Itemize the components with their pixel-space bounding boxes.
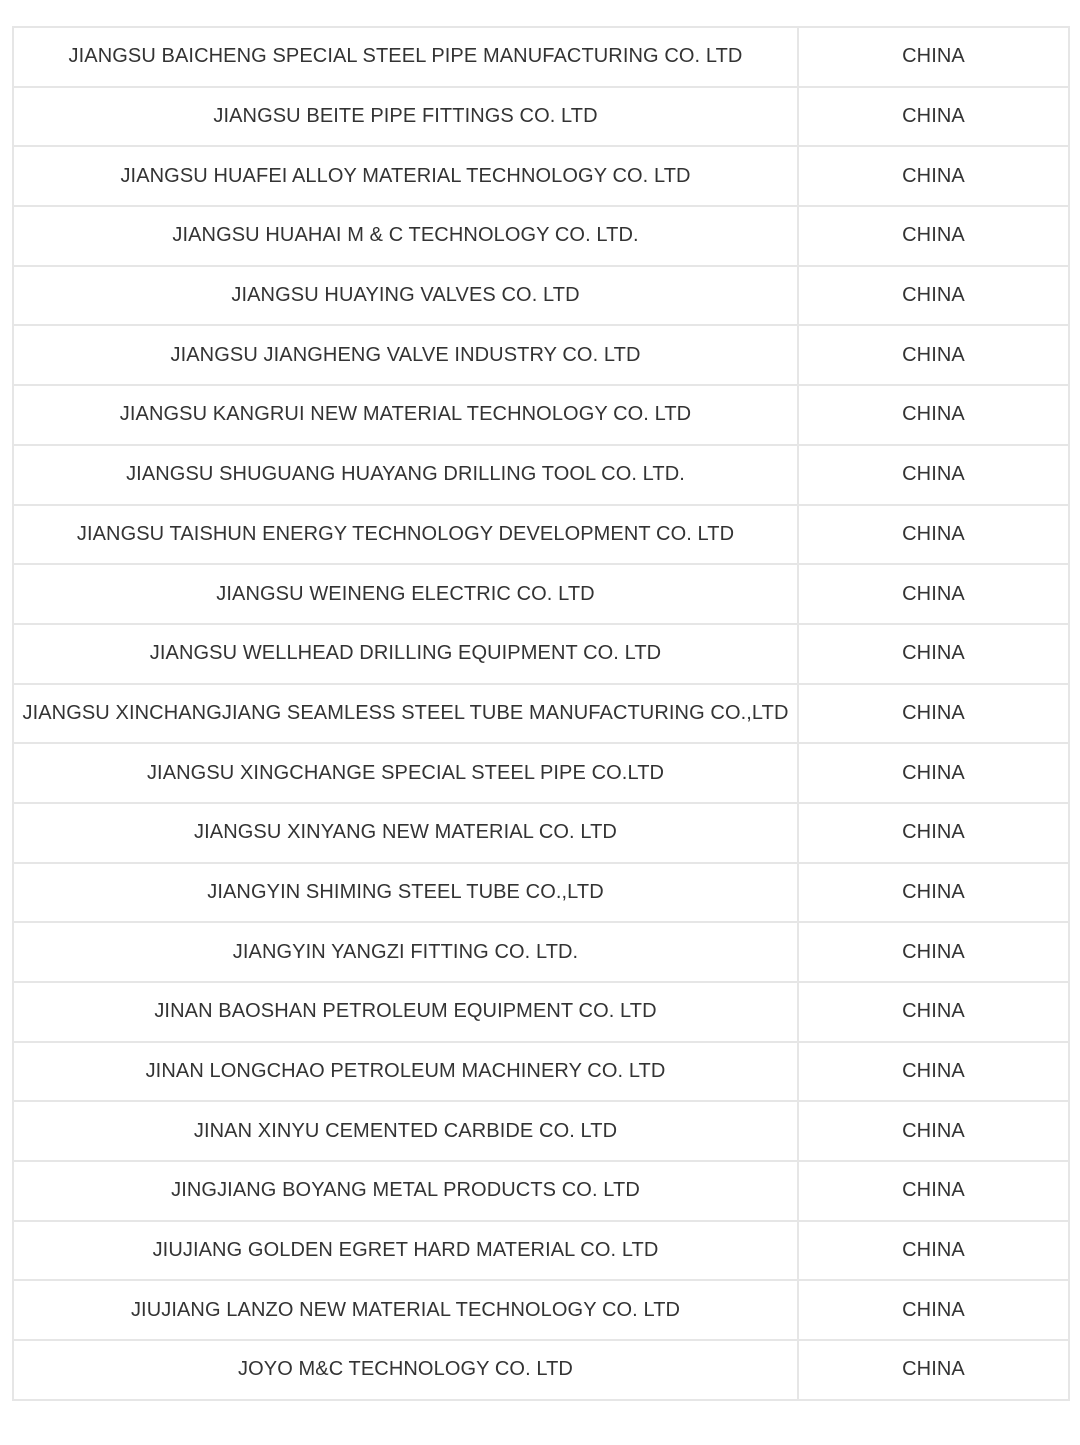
company-name-cell: JINAN XINYU CEMENTED CARBIDE CO. LTD: [13, 1101, 798, 1161]
table-row: [13, 922, 1069, 982]
country-cell: CHINA: [798, 863, 1069, 923]
country-cell: CHINA: [798, 803, 1069, 863]
table-row: [13, 1340, 1069, 1400]
country-cell: CHINA: [798, 325, 1069, 385]
table-row: [13, 325, 1069, 385]
table-row: [13, 445, 1069, 505]
company-name-cell: JOYO M&C TECHNOLOGY CO. LTD: [13, 1340, 798, 1400]
country-cell: CHINA: [798, 505, 1069, 565]
country-cell: CHINA: [798, 624, 1069, 684]
company-name-cell: JIANGSU SHUGUANG HUAYANG DRILLING TOOL CO. LTD.: [13, 445, 798, 505]
company-name-cell: JIANGSU HUAFEI ALLOY MATERIAL TECHNOLOGY CO. LTD: [13, 146, 798, 206]
company-name-cell: JIANGSU WELLHEAD DRILLING EQUIPMENT CO. LTD: [13, 624, 798, 684]
company-name-cell: JINAN BAOSHAN PETROLEUM EQUIPMENT CO. LTD: [13, 982, 798, 1042]
table-row: [13, 564, 1069, 624]
country-cell: CHINA: [798, 1221, 1069, 1281]
country-cell: CHINA: [798, 982, 1069, 1042]
company-name-cell: JIUJIANG GOLDEN EGRET HARD MATERIAL CO. LTD: [13, 1221, 798, 1281]
table-row: [13, 146, 1069, 206]
table-row: [13, 385, 1069, 445]
country-cell: CHINA: [798, 922, 1069, 982]
country-cell: CHINA: [798, 87, 1069, 147]
company-country-table: [12, 26, 1070, 1401]
company-name-cell: JIANGYIN YANGZI FITTING CO. LTD.: [13, 922, 798, 982]
table-row: [13, 505, 1069, 565]
table-body: [13, 27, 1069, 1400]
table-row: [13, 206, 1069, 266]
table-row: [13, 982, 1069, 1042]
table-row: [13, 1221, 1069, 1281]
country-cell: CHINA: [798, 27, 1069, 87]
country-cell: CHINA: [798, 564, 1069, 624]
company-name-cell: JIANGSU XINYANG NEW MATERIAL CO. LTD: [13, 803, 798, 863]
company-name-cell: JINAN LONGCHAO PETROLEUM MACHINERY CO. LTD: [13, 1042, 798, 1102]
company-name-cell: JIANGSU BAICHENG SPECIAL STEEL PIPE MANUFACTURING CO. LTD: [13, 27, 798, 87]
company-name-cell: JIANGSU WEINENG ELECTRIC CO. LTD: [13, 564, 798, 624]
country-cell: CHINA: [798, 146, 1069, 206]
country-cell: CHINA: [798, 743, 1069, 803]
table-row: [13, 684, 1069, 744]
table-row: [13, 743, 1069, 803]
table-row: [13, 266, 1069, 326]
table-row: [13, 863, 1069, 923]
country-cell: CHINA: [798, 206, 1069, 266]
company-name-cell: JINGJIANG BOYANG METAL PRODUCTS CO. LTD: [13, 1161, 798, 1221]
country-cell: CHINA: [798, 1161, 1069, 1221]
country-cell: CHINA: [798, 445, 1069, 505]
company-name-cell: JIANGYIN SHIMING STEEL TUBE CO.,LTD: [13, 863, 798, 923]
company-name-cell: JIANGSU XINCHANGJIANG SEAMLESS STEEL TUBE MANUFACTURING CO.,LTD: [13, 684, 798, 744]
country-cell: CHINA: [798, 1042, 1069, 1102]
table-row: [13, 803, 1069, 863]
company-name-cell: JIANGSU TAISHUN ENERGY TECHNOLOGY DEVELOPMENT CO. LTD: [13, 505, 798, 565]
country-cell: CHINA: [798, 1101, 1069, 1161]
table-row: [13, 27, 1069, 87]
table-row: [13, 1101, 1069, 1161]
company-name-cell: JIANGSU KANGRUI NEW MATERIAL TECHNOLOGY CO. LTD: [13, 385, 798, 445]
table-row: [13, 1042, 1069, 1102]
company-name-cell: JIANGSU BEITE PIPE FITTINGS CO. LTD: [13, 87, 798, 147]
country-cell: CHINA: [798, 1280, 1069, 1340]
country-cell: CHINA: [798, 385, 1069, 445]
company-name-cell: JIANGSU XINGCHANGE SPECIAL STEEL PIPE CO.LTD: [13, 743, 798, 803]
company-name-cell: JIUJIANG LANZO NEW MATERIAL TECHNOLOGY CO. LTD: [13, 1280, 798, 1340]
table-row: [13, 1161, 1069, 1221]
company-table-container: [12, 26, 1068, 1401]
table-row: [13, 1280, 1069, 1340]
country-cell: CHINA: [798, 266, 1069, 326]
company-name-cell: JIANGSU JIANGHENG VALVE INDUSTRY CO. LTD: [13, 325, 798, 385]
company-name-cell: JIANGSU HUAYING VALVES CO. LTD: [13, 266, 798, 326]
table-row: [13, 87, 1069, 147]
company-name-cell: JIANGSU HUAHAI M & C TECHNOLOGY CO. LTD.: [13, 206, 798, 266]
country-cell: CHINA: [798, 684, 1069, 744]
table-row: [13, 624, 1069, 684]
country-cell: CHINA: [798, 1340, 1069, 1400]
